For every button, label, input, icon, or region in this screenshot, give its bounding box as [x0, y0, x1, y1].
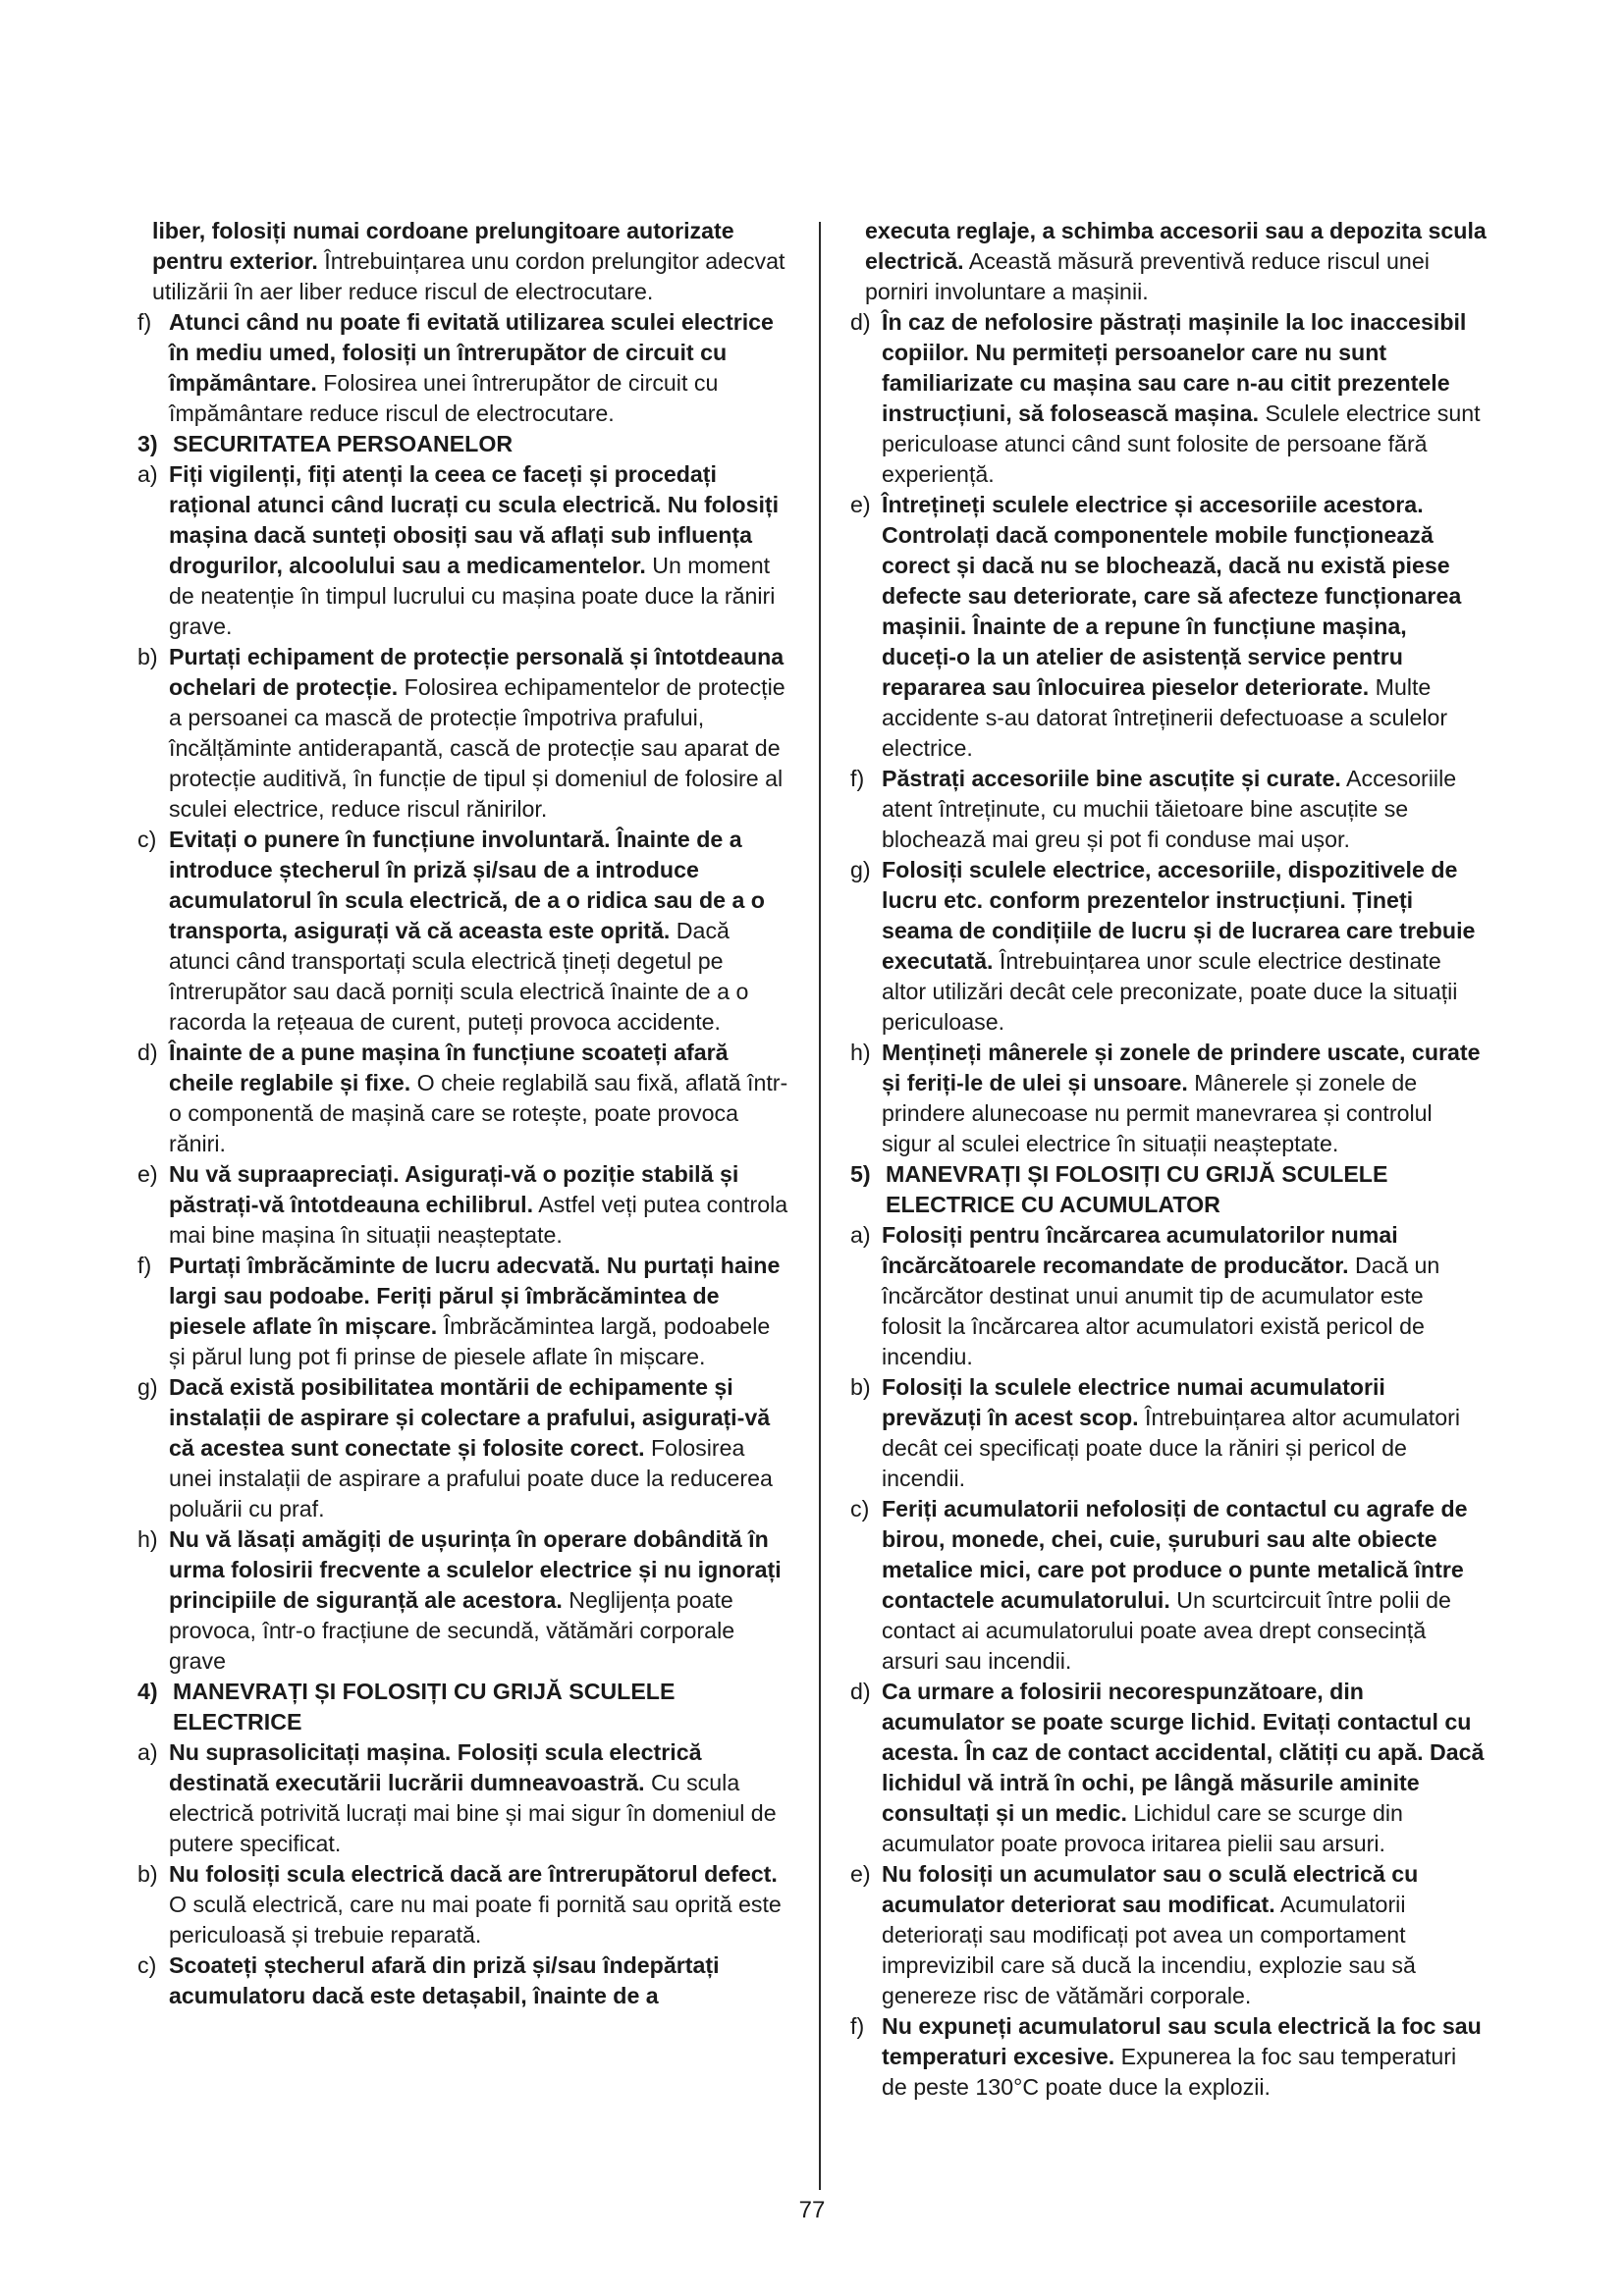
list-item: [850, 2011, 1487, 2103]
left-column: [137, 216, 791, 2011]
item-label: f): [850, 766, 865, 791]
item-label: f): [850, 2013, 865, 2039]
item-text: O cheie reglabilă sau fixă, aflată într-o componentă de mașină care se rotește, poate provoca răniri.: [169, 1070, 788, 1156]
item-label: d): [850, 309, 871, 335]
item-body: [882, 855, 1487, 1038]
list-item: [850, 1494, 1487, 1677]
item-body: [882, 1859, 1487, 2011]
list-item: [137, 1524, 791, 1677]
item-bold-text: În caz de nefolosire păstrați mașinile la loc inaccesibil copiilor. Nu permiteți persoanelor care nu sunt familiarizate cu mașina sau care n-au citit prezentele instrucțiuni, să folosească mașina.: [882, 309, 1467, 426]
item-label: 5): [850, 1161, 871, 1187]
item-label: g): [850, 857, 871, 882]
item-text: Mânerele și zonele de prindere alunecoase nu permit manevrarea și controlul sigur al sculei electrice în situații neașteptate.: [882, 1070, 1433, 1156]
item-text: Lichidul care se scurge din acumulator poate provoca iritarea pielii sau arsuri.: [882, 1800, 1403, 1856]
item-body: [882, 1372, 1487, 1494]
list-item: [850, 490, 1487, 764]
item-text: Astfel veți putea controla mai bine mașina în situații neașteptate.: [169, 1192, 788, 1248]
item-label: d): [850, 1679, 871, 1704]
item-text: Accesoriile atent întreținute, cu muchii tăietoare bine ascuțite se blochează mai greu și pot fi conduse mai ușor.: [882, 766, 1457, 852]
item-body: [169, 1372, 791, 1524]
item-text: Un moment de neatenție în timpul lucrului cu mașina poate duce la răniri grave.: [169, 553, 776, 639]
list-item: [137, 459, 791, 642]
list-item: [137, 1159, 791, 1251]
item-body: [886, 1159, 1487, 1220]
list-item: [850, 307, 1487, 490]
item-body: [882, 490, 1487, 764]
item-text: Folosirea unei instalații de aspirare a prafului poate duce la reducerea poluării cu praf.: [169, 1435, 773, 1522]
item-body: [173, 429, 791, 459]
list-item: [850, 1038, 1487, 1159]
item-bold-text: Nu folosiți scula electrică dacă are întrerupătorul defect.: [169, 1861, 778, 1887]
item-body: [882, 1220, 1487, 1372]
item-text: Neglijența poate provoca, într-o fracțiune de secundă, vătămări corporale grave: [169, 1587, 735, 1674]
list-item: [850, 1859, 1487, 2011]
list-item: [137, 1251, 791, 1372]
item-text: Cu scula electrică potrivită lucrați mai bine și mai sigur în domeniul de putere specificat.: [169, 1770, 777, 1856]
item-text: Îmbrăcămintea largă, podoabele și părul lung pot fi prinse de piesele aflate în mișcare.: [169, 1313, 771, 1369]
item-bold-text: MANEVRAȚI ȘI FOLOSIȚI CU GRIJĂ SCULELE ELECTRICE: [173, 1679, 676, 1735]
item-bold-text: Păstrați accesoriile bine ascuțite și curate.: [882, 766, 1341, 791]
list-item: [850, 764, 1487, 855]
item-body: [169, 1038, 791, 1159]
item-text: Întrebuințarea unor scule electrice destinate altor utilizări decât cele preconizate, poate duce la situații periculoase.: [882, 948, 1458, 1035]
item-label: d): [137, 1040, 158, 1065]
item-label: h): [850, 1040, 871, 1065]
item-bold-text: Purtați echipament de protecție personală și întotdeauna ochelari de protecție.: [169, 644, 785, 700]
item-label: b): [137, 1861, 158, 1887]
list-item: [137, 1950, 791, 2011]
item-label: f): [137, 309, 152, 335]
item-body: [169, 825, 791, 1038]
item-label: f): [137, 1253, 152, 1278]
item-bold-text: Fiți vigilenți, fiți atenți la ceea ce faceți și procedați rațional atunci când lucrați cu scula electrică. Nu folosiți mașina dacă sunteți obosiți sau vă aflați sub influența drogurilor, alcoolului sau a medicamentelor.: [169, 461, 780, 578]
item-bold-text: Feriți acumulatorii nefolosiți de contactul cu agrafe de birou, monede, chei, cuie, șuruburi sau alte obiecte metalice mici, care pot produce o punte metalică între contactele acumulatorului.: [882, 1496, 1468, 1613]
item-text: Folosirea echipamentelor de protecție a persoanei ca mască de protecție împotriva prafului, încălțăminte antiderapantă, cască de protecție sau aparat de protecție auditivă, în funcție de tipul și domeniul de folosire al sculei electrice, reduce riscul rănirilor.: [169, 674, 785, 822]
list-item: [137, 1372, 791, 1524]
section-heading: [137, 1677, 791, 1737]
item-bold-text: Ca urmare a folosirii necorespunzătoare, din acumulator se poate scurge lichid. Evitați contactul cu acesta. În caz de contact accidental, clătiți cu apă. Dacă lichidul vă intră în ochi, pe lângă măsurile aminite consultați și un medic.: [882, 1679, 1485, 1826]
list-item: [850, 1677, 1487, 1859]
list-item: [850, 1220, 1487, 1372]
item-bold-text: Atunci când nu poate fi evitată utilizarea sculei electrice în mediu umed, folosiți un întrerupător de circuit cu împământare.: [169, 309, 774, 396]
item-text: Sculele electrice sunt periculoase atunci când sunt folosite de persoane fără experiență.: [882, 400, 1481, 487]
item-bold-text: Nu suprasolicitați mașina. Folosiți scula electrică destinată executării lucrării dumneavoastră.: [169, 1739, 702, 1795]
item-text: Dacă atunci când transportați scula electrică țineți degetul pe întrerupător sau dacă porniți scula electrică înainte de a o racorda la rețeaua de curent, puteți provoca accidente.: [169, 918, 749, 1035]
list-item: [137, 1737, 791, 1859]
item-body: [169, 1737, 791, 1859]
item-body: [882, 307, 1487, 490]
list-item: [850, 1372, 1487, 1494]
item-body: [882, 1038, 1487, 1159]
section-heading: [137, 429, 791, 459]
item-body: [169, 642, 791, 825]
item-bold-text: Evitați o punere în funcțiune involuntară. Înainte de a introduce ștecherul în priză și/sau de a introduce acumulatorul în scula electrică, de a o ridica sau de a o transporta, asigurați vă că aceasta este oprită.: [169, 827, 765, 943]
item-body: [169, 1950, 791, 2011]
item-bold-text: Folosiți la sculele electrice numai acumulatorii prevăzuți în acest scop.: [882, 1374, 1385, 1430]
item-bold-text: Folosiți pentru încărcarea acumulatorilor numai încărcătoarele recomandate de producător.: [882, 1222, 1398, 1278]
item-text: Folosirea unei întrerupător de circuit cu împământare reduce riscul de electrocutare.: [169, 370, 719, 426]
item-body: [169, 1251, 791, 1372]
item-body: [882, 1677, 1487, 1859]
item-body: [169, 1524, 791, 1677]
item-bold-text: Purtați îmbrăcăminte de lucru adecvată. Nu purtați haine largi sau podoabe. Feriți părul și îmbrăcămintea de piesele aflate în mișcare.: [169, 1253, 781, 1339]
continued-paragraph: [137, 216, 791, 307]
item-text: Întrebuințarea altor acumulatori decât cei specificați poate duce la răniri și pericol de incendii.: [882, 1405, 1460, 1491]
item-bold-text: Nu folosiți un acumulator sau o sculă electrică cu acumulator deteriorat sau modificat.: [882, 1861, 1419, 1917]
item-label: b): [850, 1374, 871, 1400]
item-text: Multe accidente s-au datorat întreținerii defectuoase a sculelor electrice.: [882, 674, 1448, 761]
paragraph-bold-text: executa reglaje, a schimba accesorii sau a depozita scula electrică.: [865, 218, 1487, 274]
item-label: a): [137, 461, 158, 487]
paragraph-bold-text: liber, folosiți numai cordoane prelungitoare autorizate pentru exterior.: [152, 218, 734, 274]
item-text: Un scurtcircuit între polii de contact ai acumulatorului poate avea drept consecință arsuri sau incendii.: [882, 1587, 1451, 1674]
item-bold-text: Întrețineți sculele electrice și accesoriile acestora. Controlați dacă componentele mobile funcționează corect și dacă nu se blochează, dacă nu există piese defecte sau deteriorate, care să afecteze funcționarea mașinii. Înainte de a repune în funcțiune mașina, duceți-o la un atelier de asistență service pentru repararea sau înlocuirea pieselor deteriorate.: [882, 492, 1462, 700]
page-number: 77: [798, 2197, 826, 2223]
paragraph-text: Această măsură preventivă reduce riscul unei porniri involuntare a mașinii.: [865, 248, 1430, 304]
item-bold-text: Înainte de a pune mașina în funcțiune scoateți afară cheile reglabile și fixe.: [169, 1040, 729, 1095]
item-body: [882, 1494, 1487, 1677]
column-divider: [819, 222, 821, 2190]
item-text: Acumulatorii deteriorați sau modificați pot avea un comportament imprevizibil care să ducă la incendiu, explozie sau să genereze risc de vătămări corporale.: [882, 1892, 1416, 2008]
item-label: e): [137, 1161, 158, 1187]
item-label: a): [850, 1222, 871, 1248]
item-body: [169, 1859, 791, 1950]
list-item: [850, 855, 1487, 1038]
item-bold-text: Nu vă supraapreciați. Asigurați-vă o poziție stabilă și păstrați-vă întotdeauna echilibrul.: [169, 1161, 739, 1217]
item-bold-text: Nu expuneți acumulatorul sau scula electrică la foc sau temperaturi excesive.: [882, 2013, 1482, 2069]
item-bold-text: MANEVRAȚI ȘI FOLOSIȚI CU GRIJĂ SCULELE ELECTRICE CU ACUMULATOR: [886, 1161, 1388, 1217]
item-body: [882, 764, 1487, 855]
item-label: a): [137, 1739, 158, 1765]
list-item: [137, 825, 791, 1038]
section-heading: [850, 1159, 1487, 1220]
item-label: h): [137, 1526, 158, 1552]
list-item: [137, 1038, 791, 1159]
item-bold-text: Folosiți sculele electrice, accesoriile, dispozitivele de lucru etc. conform prezentelor instrucțiuni. Țineți seama de condițiile de lucru și de lucrarea care trebuie executată.: [882, 857, 1476, 974]
item-bold-text: SECURITATEA PERSOANELOR: [173, 431, 514, 456]
item-bold-text: Scoateți ștecherul afară din priză și/sau îndepărtați acumulatoru dacă este detașabil, înainte de a: [169, 1952, 720, 2008]
item-text: Dacă un încărcător destinat unui anumit tip de acumulator este folosit la încărcarea altor acumulatori există pericol de incendiu.: [882, 1253, 1440, 1369]
right-column: [850, 216, 1487, 2103]
item-bold-text: Nu vă lăsați amăgiți de ușurința în operare dobândită în urma folosirii frecvente a sculelor electrice și nu ignorați principiile de siguranță ale acestora.: [169, 1526, 782, 1613]
item-text: Expunerea la foc sau temperaturi de peste 130°C poate duce la explozii.: [882, 2044, 1457, 2100]
item-label: e): [850, 492, 871, 517]
item-label: b): [137, 644, 158, 669]
item-body: [173, 1677, 791, 1737]
paragraph-text: Întrebuințarea unu cordon prelungitor adecvat utilizării în aer liber reduce riscul de electrocutare.: [152, 248, 785, 304]
item-bold-text: Mențineți mânerele și zonele de prindere uscate, curate și feriți-le de ulei și unsoare.: [882, 1040, 1481, 1095]
list-item: [137, 307, 791, 429]
item-label: 3): [137, 431, 158, 456]
item-label: c): [850, 1496, 870, 1522]
item-body: [169, 459, 791, 642]
item-body: [882, 2011, 1487, 2103]
continued-paragraph: [850, 216, 1487, 307]
item-bold-text: Dacă există posibilitatea montării de echipamente și instalații de aspirare și colectare a prafului, asigurați-vă că acestea sunt conectate și folosite corect.: [169, 1374, 771, 1461]
item-label: 4): [137, 1679, 158, 1704]
item-label: e): [850, 1861, 871, 1887]
list-item: [137, 1859, 791, 1950]
list-item: [137, 642, 791, 825]
item-label: c): [137, 1952, 157, 1978]
item-label: g): [137, 1374, 158, 1400]
item-body: [169, 1159, 791, 1251]
item-body: [169, 307, 791, 429]
item-text: O sculă electrică, care nu mai poate fi pornită sau oprită este periculoasă și trebuie reparată.: [169, 1892, 782, 1948]
item-label: c): [137, 827, 157, 852]
